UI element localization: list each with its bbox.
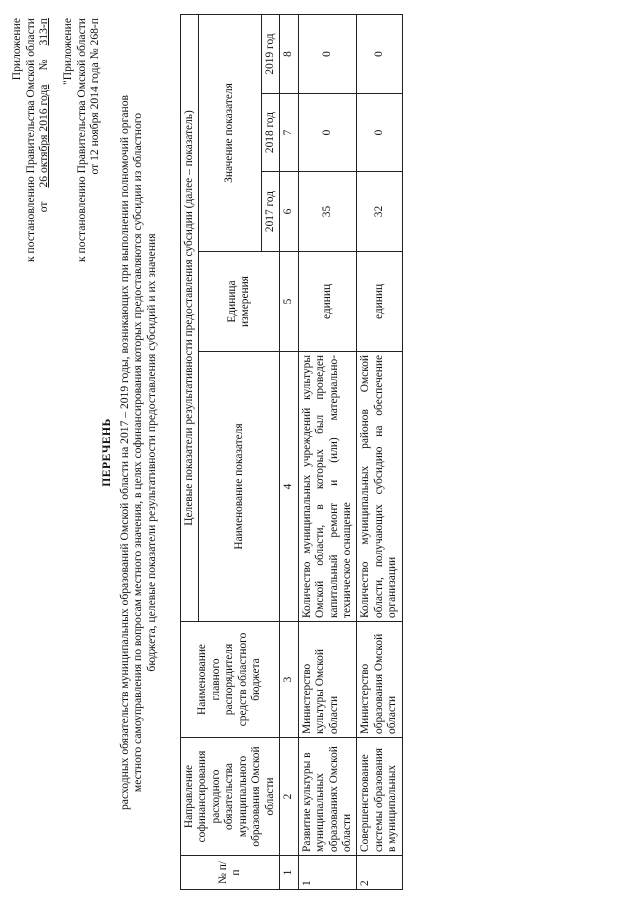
row-value-2018: 0 (298, 94, 357, 172)
table-row (298, 14, 357, 889)
col-number: 8 (280, 14, 298, 93)
row-value-2017: 32 (357, 172, 402, 252)
column-number-row (280, 14, 298, 889)
header-indicator-name: Наименование показателя (199, 352, 280, 622)
col-number: 1 (280, 856, 298, 890)
row-value-2018: 0 (357, 94, 402, 172)
prev-appendix-decree: к постановлению Правительства Омской области (74, 18, 88, 262)
decree-number: 313-п (37, 18, 51, 46)
header-num: № п/п (181, 856, 280, 890)
col-number: 6 (280, 172, 298, 252)
document-subtitle: расходных обязательств муниципальных образований Омской области на 2017 – 2019 годы, возникающих при выполнении полномочий органов местного самоуправления по вопросам местного значения, в целях софинансирования которых предоставляются субсидии из областного бюджета, целевые показатели результативности предоставления субсидий и их значения (117, 95, 159, 810)
row-indicator: Количество муниципальных учреждений культуры Омской области, в которых был проведен капитальный ремонт и (или) материально-техническое оснащение (298, 352, 357, 622)
row-direction: Развитие культуры в муниципальных образованиях Омской области (298, 738, 357, 856)
col-number: 2 (280, 738, 298, 856)
appendix-block (10, 18, 102, 358)
col-number: 7 (280, 94, 298, 172)
header-2019: 2019 год (261, 14, 279, 93)
header-2017: 2017 год (261, 172, 279, 252)
indicators-table (180, 14, 403, 890)
header-direction: Направление софинансирования расходного обязательства муниципального образования Омской области (181, 738, 280, 856)
appendix-date-line (37, 18, 51, 358)
from-label: от (37, 201, 51, 213)
decree-date: 26 октября 2016 года (37, 84, 51, 188)
header-values: Значение показателя (199, 14, 261, 251)
header-targets: Целевые показатели результативности предоставления субсидии (далее – показатель) (181, 14, 199, 621)
row-manager: Министерство образования Омской области (357, 622, 402, 738)
appendix-title: Приложение (10, 18, 23, 81)
table-row (357, 14, 402, 889)
number-label: № (37, 59, 51, 71)
header-manager: Наименование главного распорядителя средств областного бюджета (181, 622, 280, 738)
row-num: 2 (357, 856, 402, 890)
row-num: 1 (298, 856, 357, 890)
row-unit: единиц (357, 252, 402, 352)
col-number: 4 (280, 352, 298, 622)
prev-appendix-title: "Приложение (61, 18, 75, 85)
document-heading: ПЕРЕЧЕНЬ (100, 418, 113, 487)
row-value-2019: 0 (357, 14, 402, 93)
header-2018: 2018 год (261, 94, 279, 172)
header-row-1 (181, 14, 199, 889)
row-value-2017: 35 (298, 172, 357, 252)
row-unit: единиц (298, 252, 357, 352)
row-indicator: Количество муниципальных районов Омской области, получающих субсидию на обеспечение организации (357, 352, 402, 622)
col-number: 5 (280, 252, 298, 352)
document-title-block (100, 0, 159, 905)
row-value-2019: 0 (298, 14, 357, 93)
prev-appendix-date: от 12 ноября 2014 года № 268-п (88, 18, 102, 175)
header-unit: Единица измерения (199, 252, 280, 352)
row-manager: Министерство культуры Омской области (298, 622, 357, 738)
row-direction: Совершенствование системы образования в муниципальных (357, 738, 402, 856)
appendix-decree: к постановлению Правительства Омской области (23, 18, 37, 262)
col-number: 3 (280, 622, 298, 738)
